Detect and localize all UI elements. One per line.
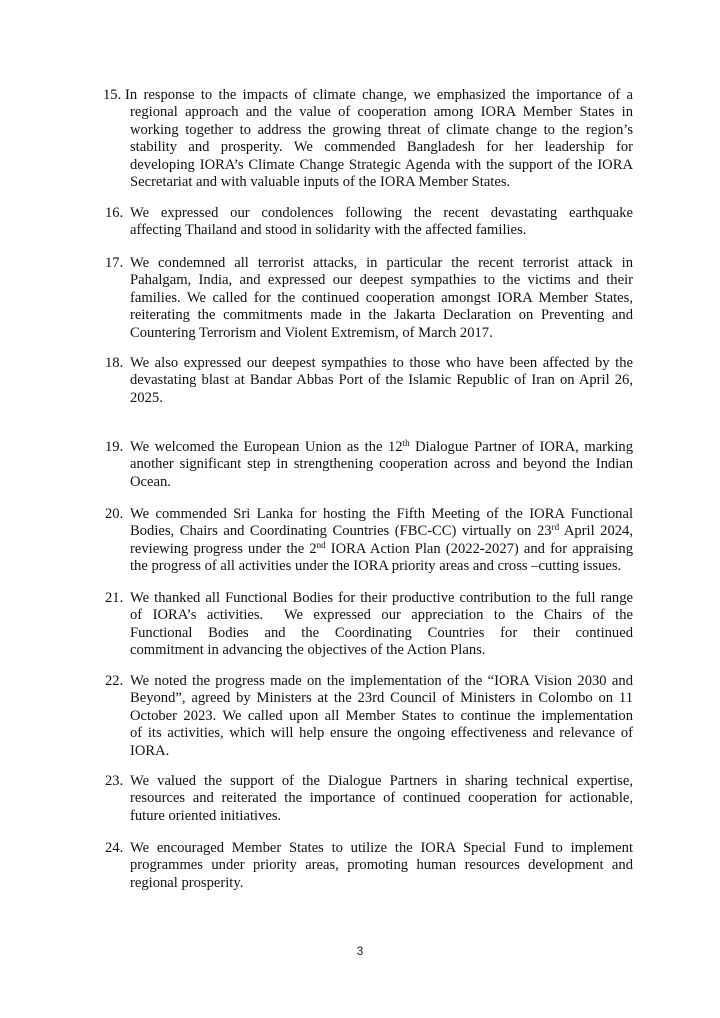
ordinal-suffix: th <box>402 438 410 448</box>
paragraph-15 <box>100 87 633 191</box>
paragraph-number: 16. <box>105 205 124 221</box>
text-line: In response to the impacts of climate change, we emphasized the importance of a <box>125 87 633 103</box>
paragraph-text <box>100 673 633 760</box>
ordinal-suffix: nd <box>316 539 326 550</box>
paragraph-number: 22. <box>105 673 124 689</box>
text-run: reviewing progress under the 2 <box>130 540 317 557</box>
paragraph-text <box>100 205 633 240</box>
text-line: We commended Sri Lanka for hosting the Fifth Meeting of the IORA Functional <box>130 506 633 522</box>
paragraph-16 <box>100 205 633 240</box>
text-line: Pahalgam, India, and expressed our deepest sympathies to the victims and their <box>130 272 633 289</box>
paragraph-24 <box>100 840 633 892</box>
text-line: developing IORA’s Climate Change Strategic Agenda with the support of the IORA <box>130 156 633 173</box>
paragraph-18 <box>100 355 633 407</box>
text-line: Ocean. <box>130 473 171 490</box>
paragraph-number: 24. <box>105 840 124 856</box>
text-run: Dialogue Partner of IORA, marking <box>409 439 633 455</box>
text-line <box>130 541 633 558</box>
text-run: IORA Action Plan (2022-2027) and for appraising <box>325 540 633 557</box>
text-line: families. We called for the continued cooperation amongst IORA Member States, <box>130 289 633 306</box>
text-line: We noted the progress made on the implementation of the “IORA Vision 2030 and <box>130 673 633 689</box>
paragraph-text <box>100 840 633 892</box>
page-number: 3 <box>356 944 364 958</box>
text-line: We condemned all terrorist attacks, in particular the recent terrorist attack in <box>130 255 633 271</box>
ordinal-suffix: rd <box>551 522 560 533</box>
text-line: Countering Terrorism and Violent Extremism, of March 2017. <box>130 324 493 341</box>
paragraph-22 <box>100 673 633 760</box>
text-line: the progress of all activities under the IORA priority areas and cross –cutting issues. <box>130 558 622 575</box>
paragraph-number: 19. <box>105 439 124 455</box>
text-line: We encouraged Member States to utilize the IORA Special Fund to implement <box>130 840 633 856</box>
text-line: Functional Bodies and the Coordinating Countries for their continued <box>130 624 633 641</box>
text-line: We expressed our condolences following the recent devastating earthquake <box>130 205 633 221</box>
paragraph-number: 23. <box>105 773 124 789</box>
text-line: IORA. <box>130 742 170 759</box>
text-line: devastating blast at Bandar Abbas Port of the Islamic Republic of Iran on April 26, <box>130 372 633 389</box>
text-line: We also expressed our deepest sympathies to those who have been affected by the <box>130 355 633 371</box>
text-line <box>130 439 633 456</box>
paragraph-number: 15. <box>103 87 122 103</box>
paragraph-17 <box>100 255 633 342</box>
paragraph-text <box>100 590 633 660</box>
text-run: Bodies, Chairs and Coordinating Countries (FBC-CC) virtually on 23 <box>130 523 552 540</box>
text-run: We welcomed the European Union as the 12 <box>130 439 403 455</box>
paragraph-23 <box>100 773 633 825</box>
paragraph-text <box>100 87 633 191</box>
text-line: We thanked all Functional Bodies for their productive contribution to the full range <box>130 590 633 606</box>
text-line: affecting Thailand and stood in solidarity with the affected families. <box>130 222 527 239</box>
text-line: stability and prosperity. We commended Bangladesh for her leadership for <box>130 139 633 156</box>
text-line: of its activities, which will help ensure the ongoing effectiveness and relevance of <box>130 725 633 742</box>
text-line <box>130 523 633 540</box>
text-line: regional prosperity. <box>130 874 244 891</box>
text-line: programmes under priority areas, promoting human resources development and <box>130 857 633 874</box>
text-line: commitment in advancing the objectives of the Action Plans. <box>130 642 486 659</box>
text-run: April 2024, <box>559 523 633 540</box>
text-line: Secretariat and with valuable inputs of the IORA Member States. <box>130 174 511 191</box>
paragraph-text <box>100 439 633 491</box>
text-line: another significant step in strengthening cooperation across and beyond the Indian <box>130 456 633 473</box>
paragraph-number: 20. <box>105 506 124 522</box>
text-line: resources and reiterated the importance of continued cooperation for actionable, <box>130 790 633 807</box>
text-line: future oriented initiatives. <box>130 807 282 824</box>
paragraph-number: 18. <box>105 355 124 371</box>
paragraph-text <box>100 355 633 407</box>
text-line: 2025. <box>130 389 163 406</box>
paragraph-text <box>100 255 633 342</box>
paragraph-number: 21. <box>105 590 124 606</box>
paragraph-21 <box>100 590 633 660</box>
paragraph-number: 17. <box>105 255 124 271</box>
text-line: regional approach and the value of cooperation among IORA Member States in <box>130 104 633 121</box>
text-line: reiterating the commitments made in the Jakarta Declaration on Preventing and <box>130 307 633 324</box>
paragraph-19 <box>100 439 633 491</box>
text-line: working together to address the growing threat of climate change to the region’s <box>130 121 633 138</box>
text-line: of IORA’s activities. We expressed our appreciation to the Chairs of the <box>130 607 633 624</box>
text-line: Beyond”, agreed by Ministers at the 23rd Council of Ministers in Colombo on 11 <box>130 690 633 707</box>
text-line: We valued the support of the Dialogue Partners in sharing technical expertise, <box>130 773 633 789</box>
paragraph-20 <box>100 506 633 576</box>
paragraph-text <box>100 773 633 825</box>
text-line: October 2023. We called upon all Member States to continue the implementation <box>130 707 633 724</box>
paragraph-text <box>100 506 633 576</box>
